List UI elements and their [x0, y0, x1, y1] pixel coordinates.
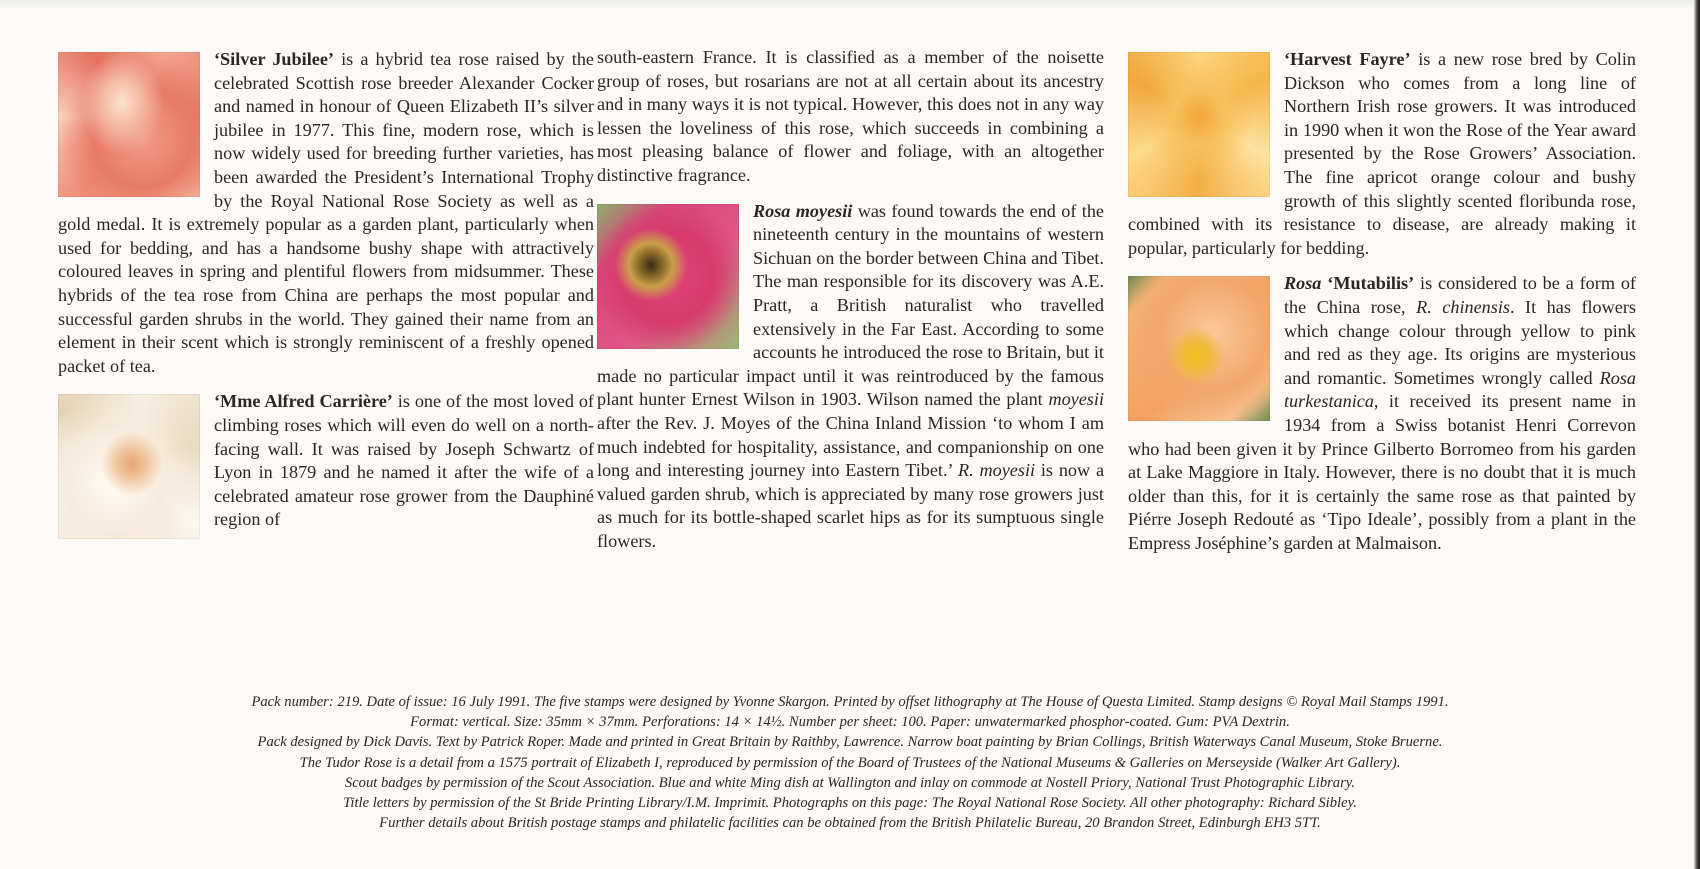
rosa-moyesii-italic-2: R. moyesii — [958, 460, 1036, 481]
credit-line-pack-design: Pack designed by Dick Davis. Text by Patrick Roper. Made and printed in Great Britain by Raithby, Lawrence. Narrow boat painting by Brian Collings, British Waterways Canal Museum, Stoke Bruerne. — [257, 734, 1443, 751]
entry-silver-jubilee — [58, 48, 594, 378]
rosa-mutabilis-body-3: , it received its present name in 1934 from a Swiss botanist Henri Correvon who had been given it by Prince Gilberto Borromeo from his garden at Lake Maggiore in Italy. However, there is no doubt that it is much older than this, for it is certainly the same rose as that painted by Piérre Joseph Redouté as ‘Tipo Ideale’, possibly from a plant in the Empress Joséphine’s garden at Malmaison. — [1128, 391, 1636, 553]
rosa-mutabilis-italic-1: R. chinensis — [1416, 296, 1510, 317]
credit-line-title-letters: Title letters by permission of the St Bride Printing Library/I.M. Imprimit. Photographs on this page: The Royal National Rose Society. All other photography: Richard Sibley. — [343, 795, 1357, 812]
column-1 — [58, 48, 594, 543]
rosa-mutabilis-body-2: . It has flowers which change colour through yellow to pink and red as they age. Its origins are mysterious and romantic. Sometimes wrongly called — [1284, 296, 1636, 388]
rosa-mutabilis-italic-2: Rosa turkestanica — [1284, 367, 1636, 412]
rosa-mutabilis-photo — [1128, 276, 1270, 421]
column-2 — [597, 46, 1104, 553]
column-3 — [1128, 48, 1636, 555]
mme-alfred-carriere-photo — [58, 394, 200, 539]
credit-line-pack-number: Pack number: 219. Date of issue: 16 July 1991. The five stamps were designed by Yvonne Skargon. Printed by offset lithography at The House of Questa Limited. Stamp designs © Royal Mail Stamps 1991. — [251, 694, 1449, 710]
spacer — [58, 378, 594, 390]
rosa-mutabilis-title: ‘Mutabilis’ — [1321, 273, 1415, 294]
mme-alfred-carriere-continued-text: south-eastern France. It is classified as a member of the noisette group of roses, but rosarians are not at all certain about its ancestry and in many ways it is not typical. However, this does not in any way lessen the loveliness of this rose, which succeeds in combining a most pleasing balance of flower and foliage, with an altogether distinctive fragrance. — [597, 47, 1104, 185]
rosa-moyesii-body-1: was found towards the end of the nineteenth century in the mountains of western Sichuan on the border between China and Tibet. The man responsible for its discovery was A.E. Pratt, a British naturalist who travelled extensively in the Far East. According to some accounts he introduced the rose to Britain, but it made no particular impact until it was reintroduced by the famous plant hunter Ernest Wilson in 1903. Wilson named the plant — [597, 200, 1104, 410]
rosa-moyesii-photo — [597, 204, 739, 349]
credit-line-format: Format: vertical. Size: 35mm × 37mm. Perforations: 14 × 14½. Number per sheet: 100. Paper: unwatermarked phosphor-coated. Gum: PVA Dextrin. — [410, 714, 1290, 731]
entry-mme-alfred-carriere-continued — [597, 46, 1104, 188]
spacer — [597, 188, 1104, 200]
rosa-moyesii-body-2: after the Rev. J. Moyes of the China Inland Mission ‘to whom I am much indebted for hospitality, assistance, and companionship on one long and interesting journey into Eastern Tibet.’ — [597, 412, 1104, 481]
silver-jubilee-body: is a hybrid tea rose raised by the celebrated Scottish rose breeder Alexander Cocker and named in honour of Queen Elizabeth II’s silver jubilee in 1977. This fine, modern rose, which is now widely used for breeding further varieties, has been awarded the President’s International Trophy by the Royal National Rose Society as well as a gold medal. It is extremely popular as a garden plant, particularly when used for bedding, and has a handsome bushy shape with attractively coloured leaves in spring and plentiful flowers from midsummer. These hybrids of the tea rose from China are perhaps the most popular and successful garden shrubs in the world. They gained their name from an element in their scent which is strongly reminiscent of a freshly opened packet of tea. — [58, 49, 594, 376]
pack-credits — [0, 692, 1700, 833]
entry-rosa-mutabilis — [1128, 272, 1636, 555]
credit-line-scout-badges: Scout badges by permission of the Scout Association. Blue and white Ming dish at Wallington and inlay on commode at Nostell Priory, National Trust Photographic Library. — [344, 774, 1356, 791]
entry-rosa-moyesii — [597, 200, 1104, 554]
rosa-moyesii-italic-1: moyesii — [1048, 389, 1104, 410]
mme-alfred-carriere-body: is one of the most loved of climbing roses which will even do well on a north-facing wall. It was raised by Joseph Schwartz of Lyon in 1879 and he named it after the wife of a celebrated amateur rose grower from the Dauphiné region of — [214, 391, 594, 530]
rosa-mutabilis-body-1: is considered to be a form of the China rose, — [1284, 273, 1636, 317]
harvest-fayre-title: ‘Harvest Fayre’ — [1284, 49, 1411, 69]
credit-line-further-details: Further details about British postage stamps and philatelic facilities can be obtained from the British Philatelic Bureau, 20 Brandon Street, Edinburgh EH3 5TT. — [379, 815, 1321, 832]
mme-alfred-carriere-title: ‘Mme Alfred Carrière’ — [214, 391, 393, 412]
paper-top-edge — [0, 0, 1700, 10]
rosa-mutabilis-title-genus: Rosa — [1284, 273, 1322, 294]
rosa-moyesii-body-3: is now a valued garden shrub, which is appreciated by many rose growers just as much for its bottle-shaped scarlet hips as for its sumptuous single flowers. — [597, 460, 1105, 551]
entry-harvest-fayre — [1128, 48, 1636, 260]
harvest-fayre-body: is a new rose bred by Colin Dickson who comes from a long line of Northern Irish rose growers. It was introduced in 1990 when it won the Rose of the Year award presented by the Rose Growers’ Association. The fine apricot orange colour and bushy growth of this slightly scented floribunda rose, combined with its resistance to disease, are already making it popular, particularly for bedding. — [1128, 49, 1637, 258]
spacer — [1128, 260, 1636, 272]
silver-jubilee-photo — [58, 52, 200, 197]
harvest-fayre-photo — [1128, 52, 1270, 197]
credit-line-tudor-rose: The Tudor Rose is a detail from a 1575 portrait of Elizabeth I, reproduced by permission of the Board of Trustees of the National Museums & Galleries on Merseyside (Walker Art Gallery). — [299, 754, 1401, 771]
rosa-moyesii-title: Rosa moyesii — [753, 200, 853, 221]
entry-mme-alfred-carriere — [58, 390, 594, 532]
silver-jubilee-title: ‘Silver Jubilee’ — [214, 49, 334, 69]
